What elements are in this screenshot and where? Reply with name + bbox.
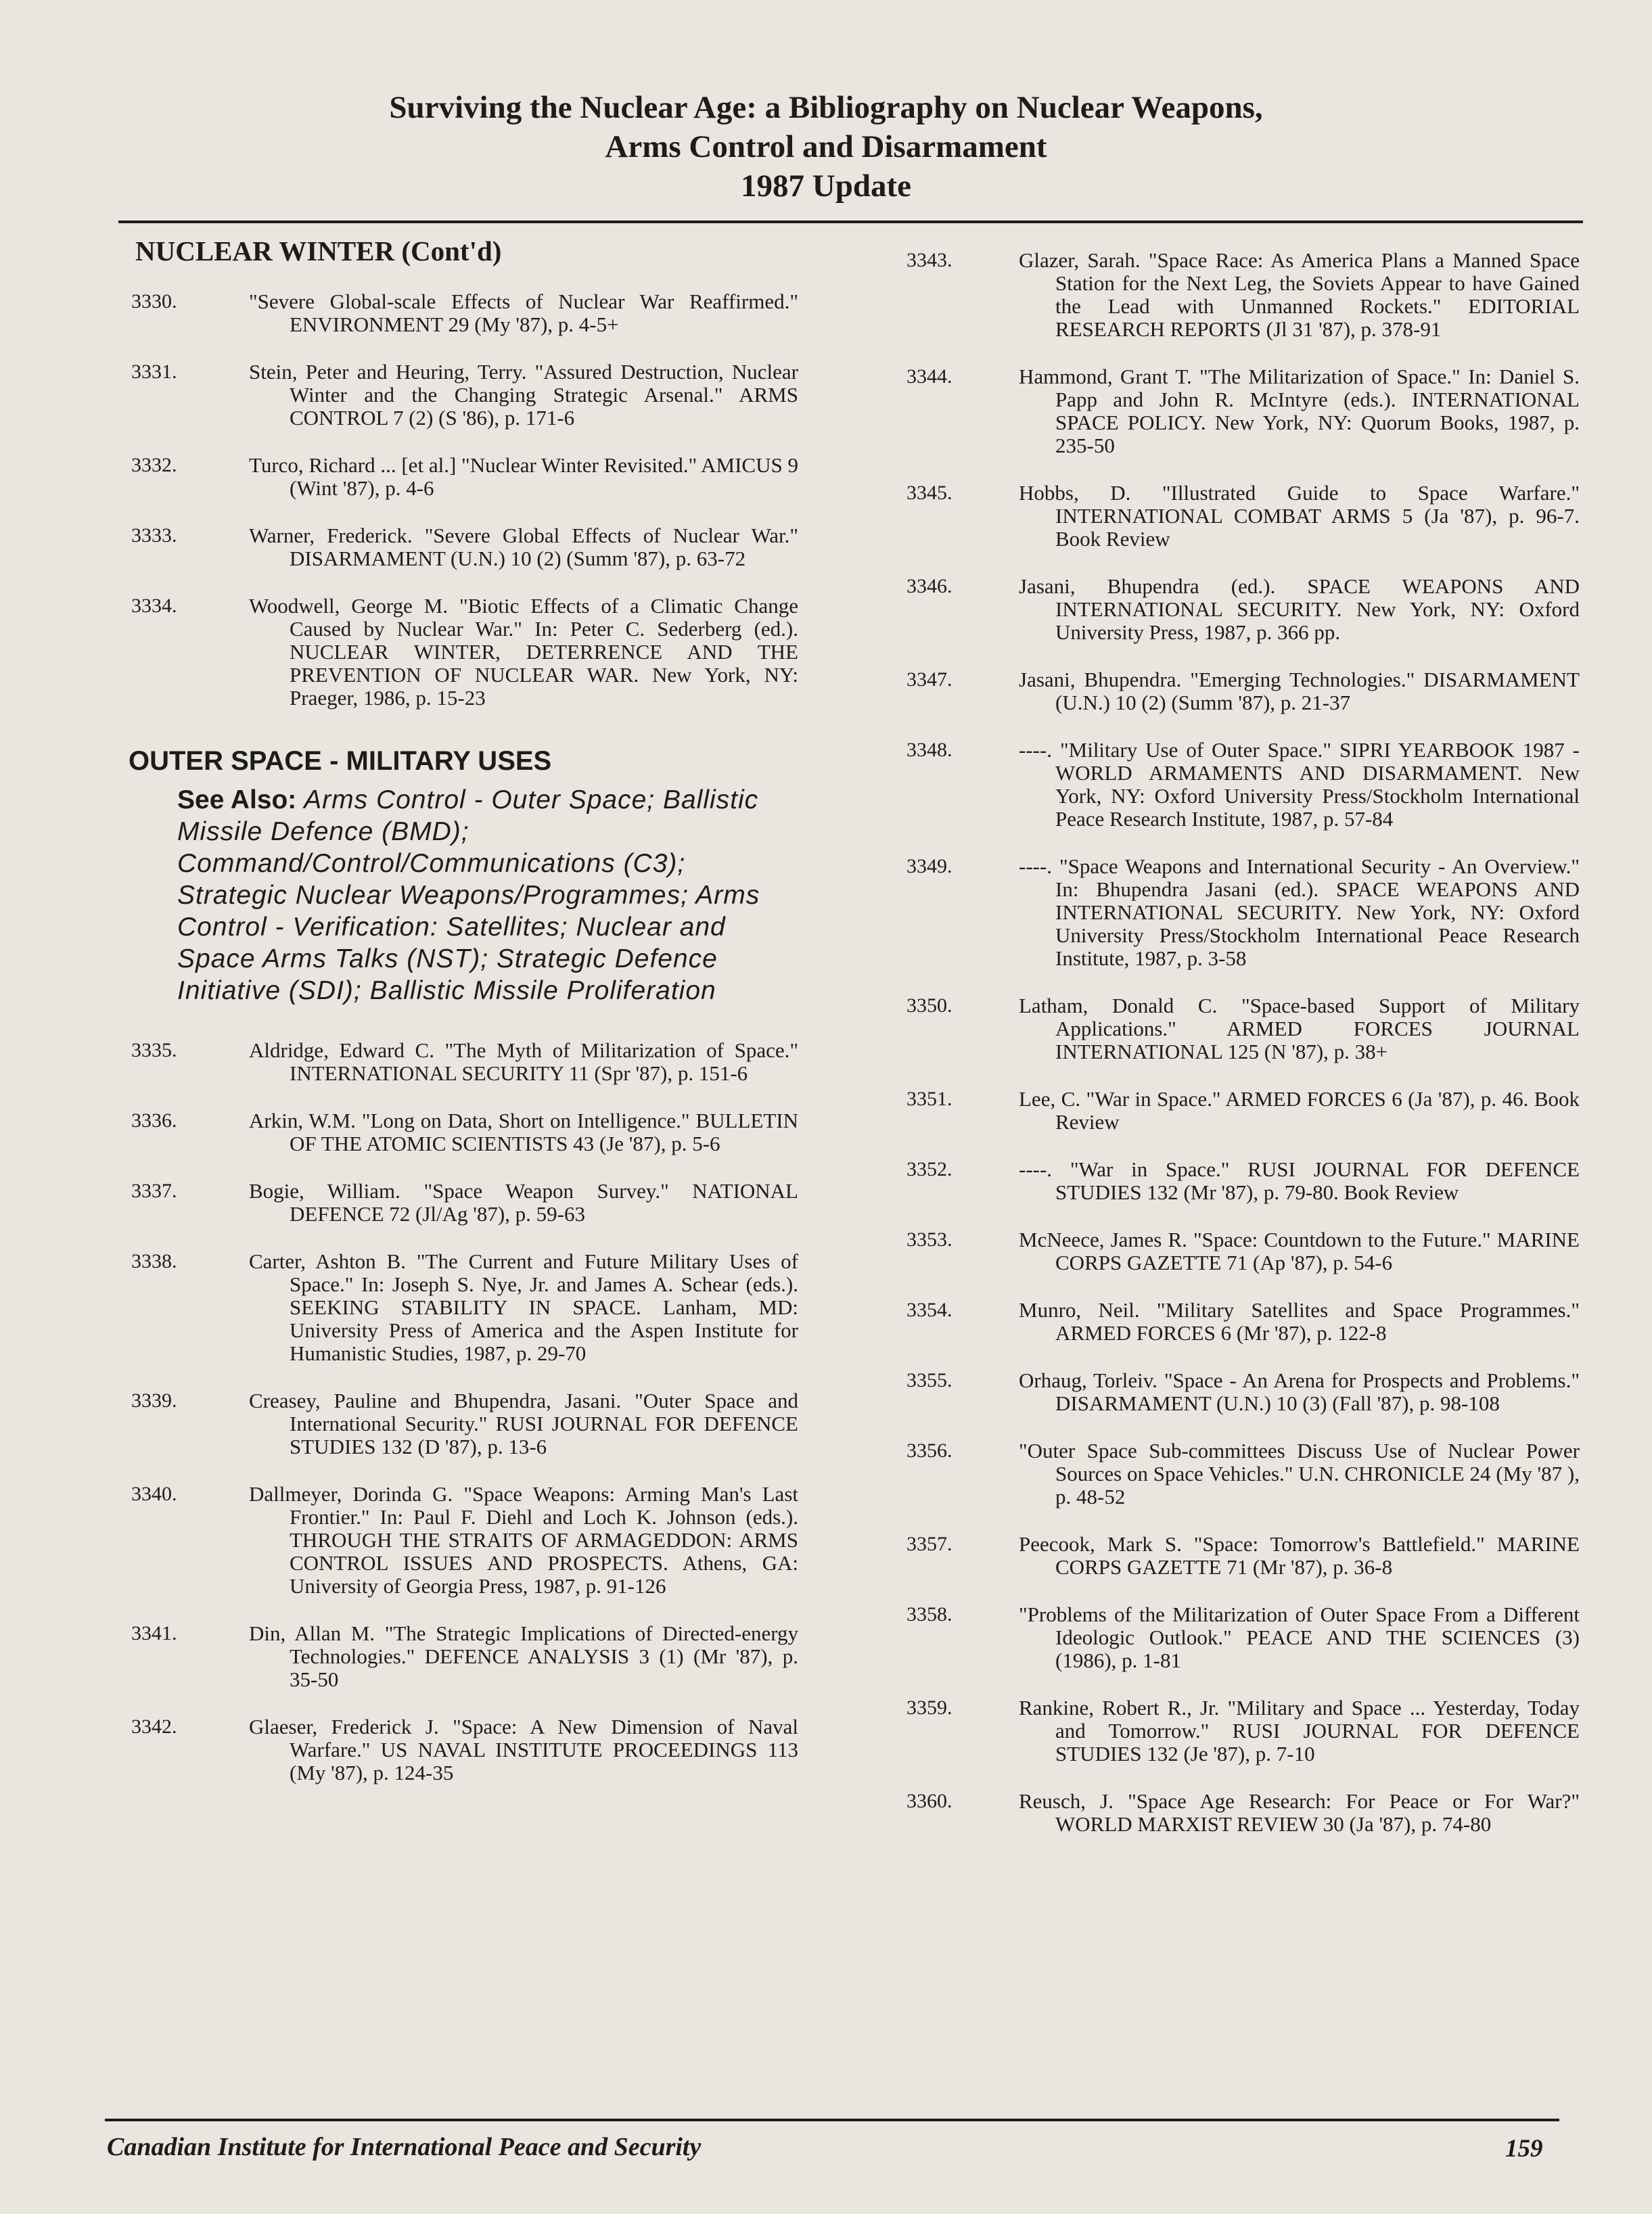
entry-number: 3330. (131, 290, 177, 313)
bibliography-entry (893, 1299, 1580, 1345)
bibliography-entry (893, 855, 1580, 970)
entry-number: 3342. (131, 1715, 177, 1738)
entry-number: 3350. (907, 994, 953, 1017)
bibliography-entry (893, 365, 1580, 457)
entry-citation: Jasani, Bhupendra (ed.). SPACE WEAPONS AND INTERNATIONAL SECURITY. New York, NY: Oxford University Press, 1987, p. 366 pp. (1019, 574, 1580, 644)
entry-citation: Hobbs, D. "Illustrated Guide to Space Warfare." INTERNATIONAL COMBAT ARMS 5 (Ja '87), p. 96-7. Book Review (1019, 481, 1580, 551)
bibliography-entry (893, 1533, 1580, 1579)
entry-number: 3347. (907, 668, 953, 691)
bibliography-entry (122, 1483, 798, 1598)
section-title-outer-space: OUTER SPACE - MILITARY USES (129, 746, 552, 776)
entry-citation: Jasani, Bhupendra. "Emerging Technologies." DISARMAMENT (U.N.) 10 (2) (Summ '87), p. 21-37 (1019, 668, 1580, 714)
bibliography-entry (122, 595, 798, 710)
entry-number: 3336. (131, 1109, 177, 1132)
entry-number: 3334. (131, 595, 177, 617)
entry-number: 3353. (907, 1228, 953, 1251)
footer-rule (105, 2119, 1559, 2121)
bibliography-entry (893, 994, 1580, 1063)
entry-citation: ----. "War in Space." RUSI JOURNAL FOR DEFENCE STUDIES 132 (Mr '87), p. 79-80. Book Review (1019, 1157, 1580, 1204)
entry-number: 3331. (131, 361, 177, 383)
header-title-line-2: Arms Control and Disarmament (605, 129, 1047, 164)
entry-citation: Rankine, Robert R., Jr. "Military and Space ... Yesterday, Today and Tomorrow." RUSI JOURNAL FOR DEFENCE STUDIES 132 (Je '87), p. 7-10 (1019, 1696, 1580, 1766)
entry-citation: ----. "Space Weapons and International Security - An Overview." In: Bhupendra Jasani (ed.). SPACE WEAPONS AND INTERNATIONAL SECURITY. New York, NY: Oxford University Press/Stockholm International Peace Research Institute, 1987, p. 3-58 (1019, 854, 1580, 970)
entry-citation: "Outer Space Sub-committees Discuss Use of Nuclear Power Sources on Space Vehicles." U.N. CHRONICLE 24 (My '87 ), p. 48-52 (1019, 1439, 1580, 1508)
entry-number: 3345. (907, 482, 953, 504)
nuclear-winter-entries (122, 290, 798, 710)
entry-number: 3337. (131, 1180, 177, 1202)
entry-citation: Lee, C. "War in Space." ARMED FORCES 6 (Ja '87), p. 46. Book Review (1019, 1087, 1580, 1134)
header-rule (118, 221, 1583, 223)
entry-number: 3359. (907, 1697, 953, 1719)
bibliography-entry (122, 1250, 798, 1365)
entry-number: 3352. (907, 1158, 953, 1180)
entry-citation: Glaeser, Frederick J. "Space: A New Dimension of Naval Warfare." US NAVAL INSTITUTE PROCEEDINGS 113 (My '87), p. 124-35 (249, 1715, 798, 1784)
bibliography-entry (893, 1603, 1580, 1672)
bibliography-entry (893, 1790, 1580, 1836)
footer-publisher: Canadian Institute for International Peace and Security (107, 2133, 702, 2161)
bibliography-entry (122, 454, 798, 500)
entry-number: 3344. (907, 365, 953, 388)
section-title-nuclear-winter: NUCLEAR WINTER (Cont'd) (135, 235, 502, 267)
entry-number: 3351. (907, 1088, 953, 1110)
bibliography-entry (893, 1697, 1580, 1766)
entry-citation: "Problems of the Militarization of Outer Space From a Different Ideologic Outlook." PEACE AND THE SCIENCES (3) (1986), p. 1-81 (1019, 1602, 1580, 1672)
entry-number: 3343. (907, 249, 953, 271)
entry-citation: Glazer, Sarah. "Space Race: As America Plans a Manned Space Station for the Next Leg, the Soviets Appear to have Gained the Lead with Unmanned Rockets." EDITORIAL RESEARCH REPORTS (Jl 31 '87), p. 378-91 (1019, 248, 1580, 341)
entry-citation: Hammond, Grant T. "The Militarization of Space." In: Daniel S. Papp and John R. McIntyre (eds.). INTERNATIONAL SPACE POLICY. New York, NY: Quorum Books, 1987, p. 235-50 (1019, 365, 1580, 457)
page-number: 159 (1505, 2135, 1543, 2163)
see-also-block (177, 784, 798, 1007)
entry-number: 3355. (907, 1369, 953, 1391)
entry-citation: Latham, Donald C. "Space-based Support of Military Applications." ARMED FORCES JOURNAL INTERNATIONAL 125 (N '87), p. 38+ (1019, 994, 1580, 1063)
see-also-label: See Also: (177, 785, 297, 814)
entry-citation: ----. "Military Use of Outer Space." SIPRI YEARBOOK 1987 - WORLD ARMAMENTS AND DISARMAMENT. New York, NY: Oxford University Press/Stockholm International Peace Research Institute, 1987, p. 57-84 (1019, 738, 1580, 831)
entry-number: 3338. (131, 1250, 177, 1272)
bibliography-entry (893, 575, 1580, 644)
entry-citation: Carter, Ashton B. "The Current and Future Military Uses of Space." In: Joseph S. Nye, Jr. and James A. Schear (eds.). SEEKING STABILITY IN SPACE. Lanham, MD: University Press of America and the Aspen Institute for Humanistic Studies, 1987, p. 29-70 (249, 1249, 798, 1365)
header-title-line-1: Surviving the Nuclear Age: a Bibliography on Nuclear Weapons, (389, 90, 1263, 125)
entry-citation: Woodwell, George M. "Biotic Effects of a Climatic Change Caused by Nuclear War." In: Peter C. Sederberg (ed.). NUCLEAR WINTER, DETERRENCE AND THE PREVENTION OF NUCLEAR WAR. New York, NY: Praeger, 1986, p. 15-23 (249, 594, 798, 710)
entry-number: 3349. (907, 855, 953, 877)
entry-citation: Turco, Richard ... [et al.] "Nuclear Winter Revisited." AMICUS 9 (Wint '87), p. 4-6 (249, 453, 798, 500)
entry-number: 3360. (907, 1790, 953, 1812)
bibliography-entry (893, 249, 1580, 341)
bibliography-entry (122, 1039, 798, 1085)
entry-number: 3346. (907, 575, 953, 597)
entry-number: 3335. (131, 1039, 177, 1061)
bibliography-entry (122, 1389, 798, 1458)
entry-number: 3341. (131, 1622, 177, 1644)
entry-citation: Din, Allan M. "The Strategic Implications of Directed-energy Technologies." DEFENCE ANALYSIS 3 (1) (Mr '87), p. 35-50 (249, 1621, 798, 1691)
entry-number: 3339. (131, 1389, 177, 1412)
entry-citation: "Severe Global-scale Effects of Nuclear War Reaffirmed." ENVIRONMENT 29 (My '87), p. 4-5+ (249, 290, 798, 336)
bibliography-entry (122, 290, 798, 336)
bibliography-entry (893, 1228, 1580, 1274)
entry-citation: Warner, Frederick. "Severe Global Effects of Nuclear War." DISARMAMENT (U.N.) 10 (2) (Summ '87), p. 63-72 (249, 524, 798, 570)
entry-citation: Stein, Peter and Heuring, Terry. "Assured Destruction, Nuclear Winter and the Changing Strategic Arsenal." ARMS CONTROL 7 (2) (S '86), p. 171-6 (249, 360, 798, 430)
bibliography-entry (893, 1439, 1580, 1508)
entry-number: 3333. (131, 524, 177, 547)
entry-citation: Creasey, Pauline and Bhupendra, Jasani. "Outer Space and International Security." RUSI JOURNAL FOR DEFENCE STUDIES 132 (D '87), p. 13-6 (249, 1389, 798, 1458)
entry-citation: Peecook, Mark S. "Space: Tomorrow's Battlefield." MARINE CORPS GAZETTE 71 (Mr '87), p. 36-8 (1019, 1532, 1580, 1579)
entry-citation: Dallmeyer, Dorinda G. "Space Weapons: Arming Man's Last Frontier." In: Paul F. Diehl and Loch K. Johnson (eds.). THROUGH THE STRAITS OF ARMAGEDDON: ARMS CONTROL ISSUES AND PROSPECTS. Athens, GA: University of Georgia Press, 1987, p. 91-126 (249, 1482, 798, 1598)
see-also-terms: Arms Control - Outer Space; Ballistic Missile Defence (BMD); Command/Control/Communications (C3); Strategic Nuclear Weapons/Programmes; Arms Control - Verification: Satellites; Nuclear and Space Arms Talks (NST); Strategic Defence Initiative (SDI); Ballistic Missile Proliferation (177, 785, 760, 1005)
entry-number: 3348. (907, 739, 953, 761)
outer-space-entries-left (122, 1039, 798, 1784)
bibliography-entry (122, 361, 798, 430)
entry-citation: Reusch, J. "Space Age Research: For Peace or For War?" WORLD MARXIST REVIEW 30 (Ja '87), p. 74-80 (1019, 1789, 1580, 1836)
right-column (893, 249, 1580, 1860)
bibliography-entry (893, 668, 1580, 714)
bibliography-entry (122, 1180, 798, 1226)
header-title-line-3: 1987 Update (741, 168, 911, 204)
entry-citation: Aldridge, Edward C. "The Myth of Militarization of Space." INTERNATIONAL SECURITY 11 (Spr '87), p. 151-6 (249, 1038, 798, 1085)
bibliography-entry (122, 1622, 798, 1691)
bibliography-entry (893, 739, 1580, 831)
entry-citation: Orhaug, Torleiv. "Space - An Arena for Prospects and Problems." DISARMAMENT (U.N.) 10 (3) (Fall '87), p. 98-108 (1019, 1368, 1580, 1415)
outer-space-entries-right (893, 249, 1580, 1836)
entry-citation: Arkin, W.M. "Long on Data, Short on Intelligence." BULLETIN OF THE ATOMIC SCIENTISTS 43 (Je '87), p. 5-6 (249, 1109, 798, 1155)
entry-number: 3354. (907, 1299, 953, 1321)
bibliography-entry (893, 482, 1580, 551)
entry-number: 3356. (907, 1439, 953, 1462)
left-column (122, 233, 798, 1809)
bibliography-entry (122, 1109, 798, 1155)
bibliography-entry (893, 1158, 1580, 1204)
bibliography-entry (893, 1369, 1580, 1415)
entry-citation: McNeece, James R. "Space: Countdown to the Future." MARINE CORPS GAZETTE 71 (Ap '87), p. 54-6 (1019, 1228, 1580, 1274)
entry-citation: Bogie, William. "Space Weapon Survey." NATIONAL DEFENCE 72 (Jl/Ag '87), p. 59-63 (249, 1179, 798, 1226)
bibliography-entry (122, 1715, 798, 1784)
entry-number: 3358. (907, 1603, 953, 1625)
bibliography-entry (893, 1088, 1580, 1134)
entry-number: 3332. (131, 454, 177, 476)
entry-citation: Munro, Neil. "Military Satellites and Space Programmes." ARMED FORCES 6 (Mr '87), p. 122-8 (1019, 1298, 1580, 1345)
entry-number: 3357. (907, 1533, 953, 1555)
page-header (0, 88, 1652, 206)
bibliography-entry (122, 524, 798, 570)
entry-number: 3340. (131, 1483, 177, 1505)
